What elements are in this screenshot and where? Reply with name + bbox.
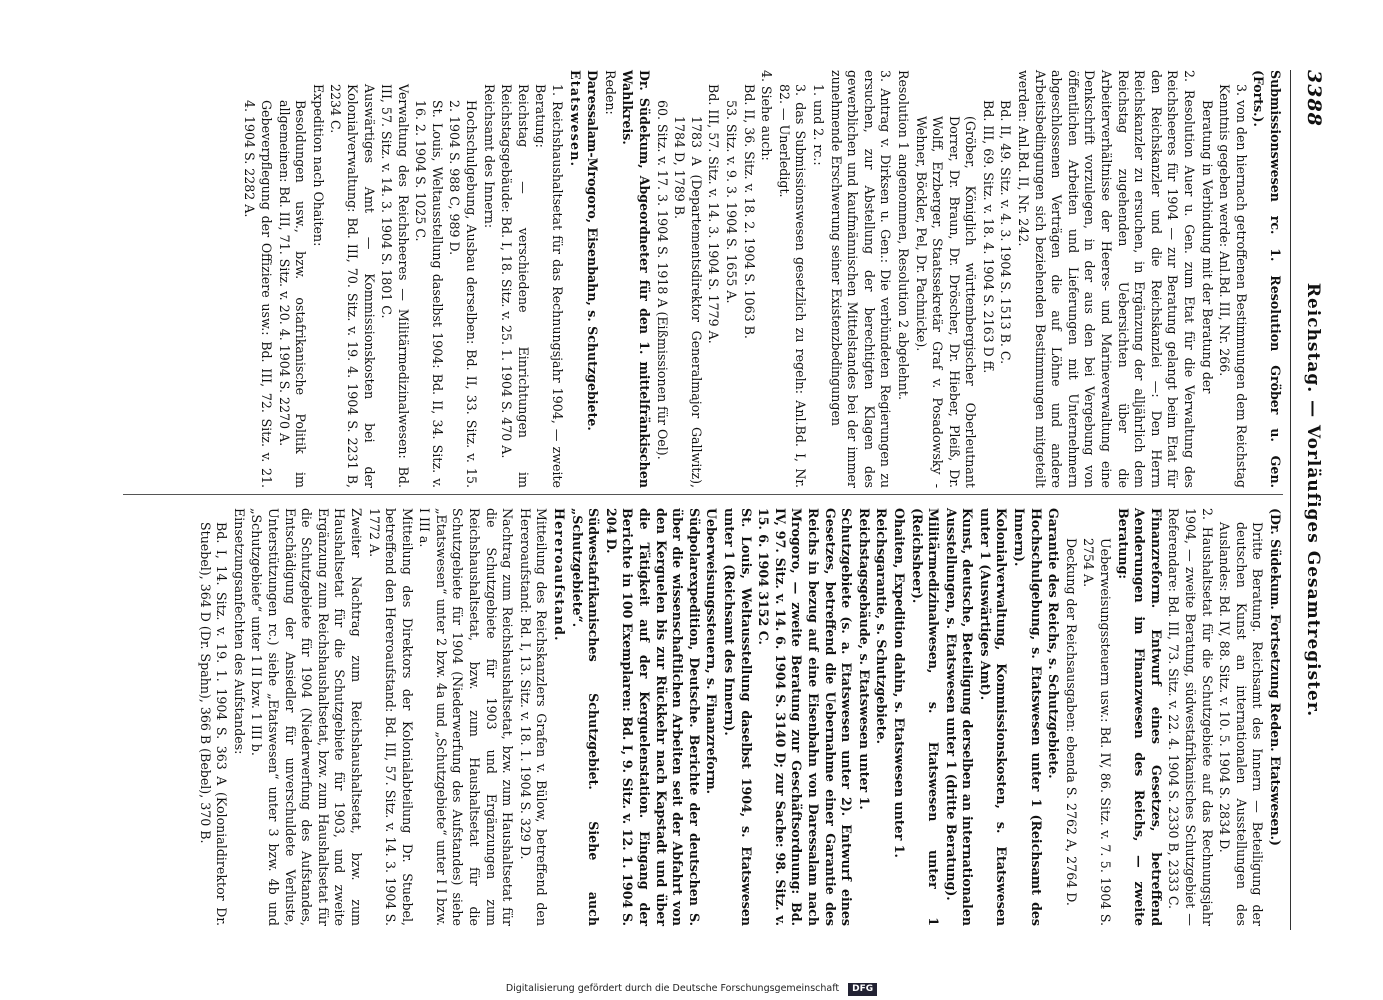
- continuation-heading: (Dr. Südekum. Fortsetzung Reden. Etatswesen.): [1268, 508, 1283, 847]
- citation: Bd. II, 36. Sitz. v. 18. 2. 1904 S. 1063 B.: [741, 84, 757, 339]
- citation: 1783 A (Departementsdirektor Generalmajor Gallwitz), 1784 D, 1789 B.: [672, 116, 704, 488]
- entry-text: Mitteilung des Direktors der Kolonialabteilung Dr. Stuebel, betreffend den Hereroaufstand: Bd. III, 57. Sitz. v. 14. 3. 1904 S. 1772 A.: [366, 508, 415, 926]
- entry-text: Beratung in Verbindung mit der Beratung der: [1199, 100, 1215, 394]
- entry-text: Reichsamt des Innern:: [481, 84, 497, 229]
- entry-text: Auswärtiges Amt — Kommissionskosten bei der Kolonialverwaltung: Bd. III, 70. Sitz. v. 19. 4. 1904 S. 2231 B, 2234 C.: [328, 84, 377, 488]
- entry-text: Besoldungen usw., bzw. ostafrikanische Politik im allgemeinen: Bd. III, 71. Sitz. v. 20. 4. 1904 S. 2270 A.: [276, 100, 309, 488]
- citation: Deckung der Reichsausgaben: ebenda S. 2762 A, 2764 D.: [1063, 538, 1079, 906]
- subject-heading: Hereroaufstand.: [552, 508, 568, 642]
- subject-heading: Reichsgarantie, s. Schutzgebiete.: [874, 508, 890, 745]
- entry-text: Verwaltung des Reichsheeres — Militärmedizinalwesen: Bd. III, 57. Sitz. v. 14. 3. 1904 S. 1801 C.: [379, 84, 411, 488]
- citation: Ueberweisungssteuern usw.: Bd. IV, 86. Sitz. v. 7. 5. 1904 S. 2754 A.: [1081, 538, 1114, 926]
- running-head: Reichstag. — Vorläufiges Gesamtregister.: [1303, 282, 1323, 718]
- entry-text: 1. und 2. rc.:: [810, 84, 826, 166]
- citation: Bd. II, 49. Sitz. v. 4. 3. 1904 S. 1513 B. C.: [998, 100, 1014, 365]
- entry-text: 3. Antrag v. Dirksen u. Gen.: Die verbündeten Regierungen zu ersuchen, zur Abstellung der berechtigten Klagen des gewerblichen und kaufmännischen Mittelstandes bei der immer zunehmende Erschwerung seiner Existenzbedingungen: [828, 70, 894, 488]
- speakers: (Gröber, Königlich württembergischer Oberleutnant Dorrer, Dr. Braun, Dr. Dröscher, Dr. Hieber, Pleiß, Dr. Wolff, Erzberger, Staatssekretär Graf v. Posadowsky - Wehner, Böckler, Pel, Dr. Pachnicke).: [913, 116, 979, 488]
- entry-text: Resolution 1 angenommen, Resolution 2 abgelehnt.: [895, 70, 911, 400]
- entry-text: Expedition nach Ohaiten:: [310, 84, 326, 247]
- subject-heading: Schutzgebiete (s. a. Etatswesen unter 2). Entwurf eines Gesetzes, betreffend die Uebernahme einer Garantie des Reichs in bezug auf eine Eisenbahn von Daressalam nach Mrogoro, — zweite Beratung zur Geschäftsordnung: Bd. IV, 97. Sitz. v. 14. 6. 1904 S. 3140 D; zur Sache: 98. Sitz. v. 15. 6. 1904 3152 C.: [756, 508, 855, 926]
- subject-heading: Finanzreform. Entwurf eines Gesetzes, betreffend Aenderungen im Finanzwesen des Reichs, — zweite Beratung:: [1115, 508, 1164, 926]
- entry-text: 3. das Submissionswesen gesetzlich zu regeln: Anl.Bd. I, Nr. 82. — Unerledigt.: [776, 84, 809, 488]
- subject-heading: Hochschulgebung, s. Etatswesen unter 1 (Reichsamt des Innern).: [1012, 508, 1044, 926]
- entry-text: 2. Resolution Auer u. Gen. zum Etat für die Verwaltung des Reichsheeres für 1904 — zur Beratung gelangt beim Etat für den Reichskanzler und die Reichskanzlei —: Den Herrn Reichskanzler zu ersuchen, in Ergänzung der alljährlich dem Reichstag zugehenden Uebersichten über die Arbeiterverhältnisse der Heeres- und Marineverwaltung eine Denkschrift vorzulegen, in der aus den bei Vergebung von öffentlichen Arbeiten und Lieferungen mit Unternehmern abgeschlossenen Verträgen die auf Löhne und andere Arbeitsbedingungen sich beziehenden Bestimmungen mitgeteilt werden: Anl.Bd. II, Nr. 242.: [1016, 70, 1198, 488]
- column-divider: [123, 494, 1283, 495]
- entry-text: Reichstag — verschiedene Einrichtungen im Reichstagsgebäude: Bd. I, 18. Sitz. v. 25. 1. 1904 S. 470 A.: [499, 84, 531, 488]
- digitization-credit: [0, 983, 1383, 996]
- section-label: Reden:: [602, 70, 618, 115]
- subject-heading: Kunst, deutsche, Beteiligung derselben an internationalen Ausstellungen, s. Etatswesen unter 1 (dritte Beratung).: [943, 508, 976, 926]
- subject-heading: Daressalam-Mrogoro, Eisenbahn, s. Schutzgebiete.: [585, 70, 601, 431]
- entry-text: St. Louis, Weltausstellung daselbst 1904: Bd. II, 34. Sitz. v. 16. 2. 1904 S. 1025 C.: [413, 100, 445, 488]
- subject-heading: Etatswesen.: [567, 70, 583, 168]
- subject-heading: Kolonialverwaltung, Kommissionskosten, s. Etatswesen unter 1 (Auswärtiges Amt).: [977, 508, 1010, 926]
- subject-heading: Ueberweisungssteuern, s. Finanzreform.: [704, 508, 720, 795]
- entry-text: Dritte Beratung. Reichsamt des Innern — Beteiligung der deutschen Kunst an internationalen Ausstellungen des Auslandes: Bd. IV, 88. Sitz. v. 10. 5. 1904 S. 2834 D.: [1217, 522, 1266, 926]
- entry-text: Zweiter Nachtrag zum Reichshaushaltsetat, bzw. zum Haushaltsetat für die Schutzgebiete für 1903, und zweite Ergänzung zum Reichshaushaltsetat, bzw. zum Haushaltsetat für die Schutzgebiete für 1904 (Niederwerfung des Aufstandes, Entschädigung der Ansiedler für unverschuldete Verluste, Unterstützungen rc.) siehe „Etatswesen“ unter 3 bzw. 4b und „Schutzgebiete“ unter 1 II bzw. 1 III b.: [249, 508, 364, 926]
- header-rule: [1290, 70, 1291, 930]
- dfg-logo-icon: DFG: [848, 983, 877, 996]
- entry-heading: Submissionswesen rc. 1. Resolution Gröber u. Gen. (Forts.).: [1251, 70, 1283, 488]
- subject-heading: Südwestafrikanisches Schutzgebiet. Siehe auch „Schutzgebiete“.: [569, 508, 602, 926]
- entry-text: Einsetzungsanfechten des Aufstandes:: [231, 508, 247, 755]
- right-column: [195, 508, 1283, 926]
- entry-text: Gebeverpflegung der Offiziere usw.: Bd. III, 72. Sitz. v. 21. 4. 1904 S. 2282 A.: [242, 100, 274, 488]
- entry-text: Hochschulgebung, Ausbau derselben: Bd. II, 33. Sitz. v. 15. 2. 1904 S. 988 C, 989 D.: [447, 100, 480, 488]
- entry-text: Nachtrag zum Reichshaushaltsetat, bzw. zum Haushaltsetat für die Schutzgebiete für 1903 und Ergänzungen zum Reichshaushaltsetat, bzw. zum Haushaltsetat für die Schutzgebiete für 1904 (Niederwerfung des Aufstandes) siehe „Etatswesen“ unter 2 bzw. 4a und „Schutzgebiete“ unter I I bzw. I III a.: [417, 508, 516, 926]
- subject-heading: Garantie des Reichs, s. Schutzgebiete.: [1046, 508, 1062, 779]
- citation: Bd. I, 14. Sitz. v. 19. 1. 1904 S. 363 A (Kolonialdirektor Dr. Stuebel), 364 D (Dr. Spahn), 366 B (Bebel), 370 B.: [197, 522, 230, 926]
- subject-heading: Militärmedizinalwesen, s. Etatswesen unter 1 (Reichsheer).: [909, 508, 942, 926]
- entry-text: Mitteilung des Reichskanzlers Grafen v. Bülow, betreffend den Hereroaufstand: Bd. I, 13. Sitz. v. 18. 1. 1904 S. 329 D.: [517, 508, 550, 926]
- citation: 60. Sitz. v. 17. 3. 1904 S. 1918 A (Eißmissionen für Oel).: [654, 100, 670, 460]
- credit-text: Digitalisierung gefördert durch die Deutsche Forschungsgemeinschaft: [505, 983, 840, 994]
- entry-text: 1. Reichshaushaltsetat für das Rechnungsjahr 1904, — zweite Beratung:: [533, 84, 566, 488]
- subject-heading: St. Louis, Weltausstellung daselbst 1904, s. Etatswesen unter 1 (Reichsamt des Innern).: [722, 508, 754, 926]
- subject-heading: Südpolarexpedition, Deutsche. Berichte der deutschen S. über die wissenschaftlichen Arbeiten seit der Abfahrt von den Kerguelen bis zur Rückkehr nach Kapstadt und über die Tätigkeit auf der Kerguelenstation. Eingang der Berichte in 100 Exemplaren: Bd. I, 9. Sitz. v. 12. 1. 1904 S. 204 D.: [603, 508, 702, 926]
- page-number: 3388: [1303, 70, 1325, 127]
- left-column: [240, 70, 1283, 488]
- entry-text: 3. von den hiernach getroffenen Bestimmungen dem Reichstag Kenntnis gegeben werde: Anl.Bd. III, Nr. 266.: [1217, 84, 1249, 488]
- citation: Bd. III, 69. Sitz. v. 18. 4. 1904 S. 2163 D ff.: [980, 100, 996, 374]
- page-header: [1295, 70, 1325, 930]
- subject-heading: Ohaiten, Expedition dahin, s. Etatswesen unter 1.: [891, 508, 907, 858]
- citation: 53. Sitz. v. 9. 3. 1904 S. 1655 A.: [724, 100, 739, 304]
- citation: Bd. III, 57. Sitz. v. 14. 3. 1904 S. 1779 A.: [706, 84, 722, 344]
- person-heading: Dr. Südekum, Abgeordneter für den 1. mittelfränkischen Wahlkreis.: [620, 70, 653, 488]
- subject-heading: Reichstagsgebäude, s. Etatswesen unter 1.: [856, 508, 872, 810]
- entry-text: 2. Haushaltsetat für die Schutzgebiete auf das Rechnungsjahr 1904, — zweite Beratung, südwestafrikanisches Schutzgebiet — Referendare: Bd. III, 73. Sitz. v. 22. 4. 1904 S. 2330 B, 2333 C.: [1166, 508, 1215, 926]
- entry-text: 4. Siehe auch:: [759, 70, 775, 161]
